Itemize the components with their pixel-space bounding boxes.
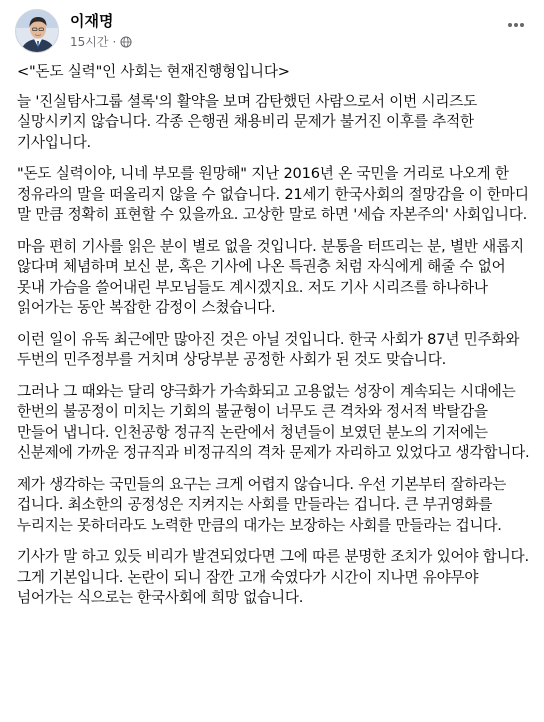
post-paragraph: 마음 편히 기사를 읽은 분이 별로 없을 것입니다. 분통을 터뜨리는 분, 별반 새롭지 않다며 체념하며 보신 분, 혹은 기사에 나온 특권층 처럼 자식에게 해줄 수 없어 못내 가슴을 쓸어내린 부모님들도 계시겠지요. 저도 기사 시리즈를 하나하나 읽어가는 동안 복잡한 감정이 스쳤습니다. <box>17 237 524 316</box>
globe-icon[interactable] <box>120 36 132 48</box>
author-avatar[interactable] <box>15 9 59 53</box>
post-paragraph: 이런 일이 유독 최근에만 많아진 것은 아닐 것입니다. 한국 사회가 87년 민주화와 두번의 민주정부를 거치며 상당부분 공정한 사회가 된 것도 맞습니다. <box>17 330 520 368</box>
post-body <box>17 62 532 620</box>
post-paragraph: "돈도 실력이야, 니네 부모를 원망해" 지난 2016년 온 국민을 거리로 나오게 한 정유라의 말을 떠올리지 않을 수 없습니다. 21세기 한국사회의 절망감을 이 한마디 말 만큼 정확히 표현할 수 있을까요. 고상한 말로 하면 '세습 자본주의' 사회입니다. <box>17 165 529 223</box>
three-dots-icon <box>507 22 525 28</box>
post-paragraph: 늘 '진실탐사그룹 셜록'의 활약을 보며 감탄했던 사람으로서 이번 시리즈도 실망시키지 않습니다. 각종 은행권 채용비리 문제가 불거진 이후를 추적한 기사입니다. <box>17 92 478 151</box>
post-meta <box>70 34 132 50</box>
post-title-line: <"돈도 실력"인 사회는 현재진행형입니다> <box>17 63 290 80</box>
meta-separator: · <box>112 35 117 49</box>
post-timestamp[interactable]: 15시간 <box>70 35 109 49</box>
post-header <box>15 9 531 55</box>
post-paragraph: 기사가 말 하고 있듯 비리가 발견되었다면 그에 따른 분명한 조치가 있어야 합니다. 그게 기본입니다. 논란이 되니 잠깐 고개 숙였다가 시간이 지나면 유야무야 넘어가는 식으로는 한국사회에 희망 없습니다. <box>17 548 529 606</box>
more-options-button[interactable] <box>501 13 531 37</box>
post-paragraph: 제가 생각하는 국민들의 요구는 크게 어렵지 않습니다. 우선 기본부터 잘하라는 겁니다. 최소한의 공정성은 지켜지는 사회를 만들라는 겁니다. 큰 부귀영화를 누리지는 못하더라도 노력한 만큼의 대가는 보장하는 사회를 만들라는 겁니다. <box>17 475 507 534</box>
post-paragraph: 그러나 그 때와는 달리 양극화가 가속화되고 고용없는 성장이 계속되는 시대에는 한번의 불공정이 미치는 기회의 불균형이 너무도 큰 격차와 정서적 박탈감을 만들어 냅니다. 인천공항 정규직 논란에서 청년들이 보였던 분노의 기저에는 신분제에 가까운 정규직과 비정규직의 격차 문제가 자리하고 있었다고 생각합니다. <box>17 382 530 461</box>
author-name[interactable]: 이재명 <box>70 12 114 30</box>
avatar-portrait-icon <box>16 10 59 53</box>
